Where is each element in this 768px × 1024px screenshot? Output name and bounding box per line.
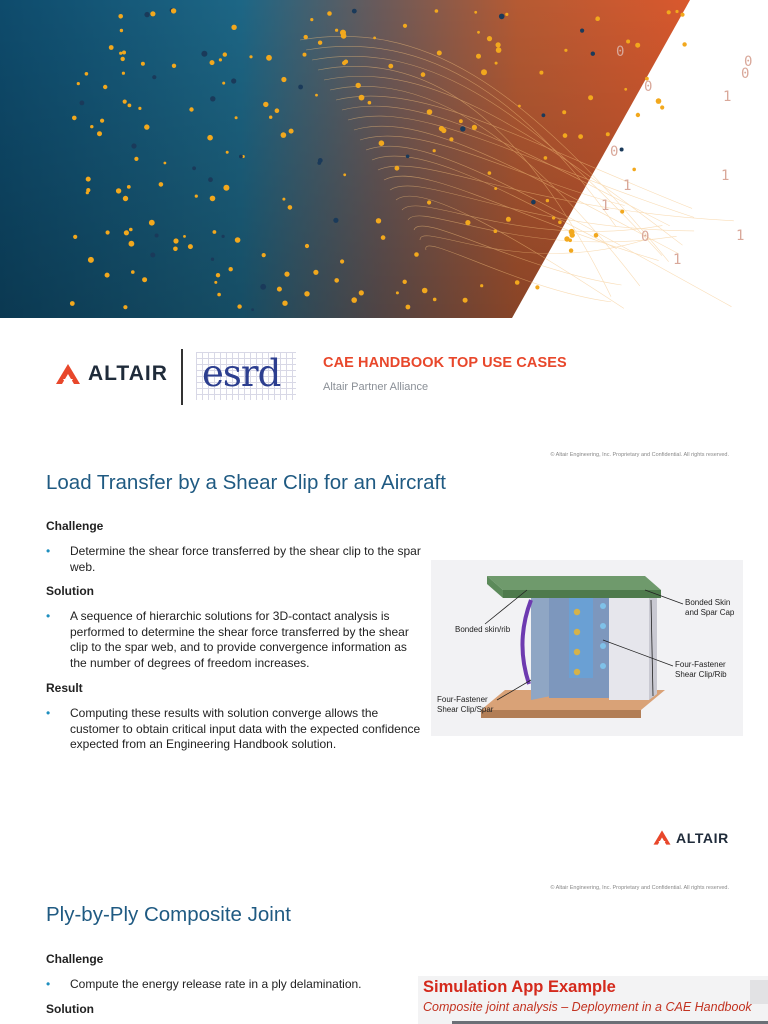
cover-title: CAE HANDBOOK TOP USE CASES <box>323 355 567 371</box>
hero-dot <box>477 31 480 34</box>
hero-dot <box>207 135 213 141</box>
hero-dot <box>437 51 442 56</box>
hero-dot <box>217 293 221 297</box>
slide2-copyright: © Altair Engineering, Inc. Proprietary and Confidential. All rights reserved. <box>550 885 729 891</box>
hero-dot <box>373 37 376 40</box>
hero-dot <box>335 29 338 32</box>
hero-dot <box>129 241 135 247</box>
hero-dot <box>77 82 80 85</box>
hero-dot <box>235 116 238 119</box>
hero-dot <box>171 8 176 13</box>
hero-dot <box>138 107 141 110</box>
hero-dot <box>150 253 155 258</box>
hero-dot <box>433 149 436 152</box>
hero-dot <box>222 82 225 85</box>
hero-dot <box>195 195 198 198</box>
hero-dot <box>214 281 217 284</box>
slide1-result-heading: Result <box>46 681 83 695</box>
bullet-dot-icon: • <box>46 609 51 623</box>
hero-dot <box>635 43 640 48</box>
hero-dot <box>341 33 347 39</box>
hero-dot <box>72 116 77 121</box>
hero-dot <box>288 205 293 210</box>
hero-dot <box>121 57 125 61</box>
slide2-title: Ply-by-Ply Composite Joint <box>46 903 291 926</box>
hero-dot <box>304 291 309 296</box>
label-four-fastener-spar: Four-Fastener Shear Clip/Spar <box>437 695 494 714</box>
hero-dot <box>474 11 477 14</box>
hero-dot <box>591 52 595 56</box>
hero-dot <box>313 270 318 275</box>
hero-dot <box>85 72 89 76</box>
hero-dot <box>435 9 439 13</box>
hero-dot <box>406 155 410 159</box>
hero-dot <box>481 69 487 75</box>
slide2-solution-heading: Solution <box>46 1002 94 1016</box>
hero-dot <box>499 14 505 20</box>
slide1-solution-bullet <box>46 609 426 671</box>
label-bonded-skin-rib: Bonded skin/rib <box>455 625 511 634</box>
hero-dot <box>564 49 567 52</box>
hero-digit: 1 <box>623 178 632 194</box>
hero-dot <box>531 200 536 205</box>
hero-dot <box>463 298 468 303</box>
hero-dot <box>496 47 502 53</box>
hero-dot <box>334 278 339 283</box>
hero-dot <box>539 71 543 75</box>
bullet-dot-icon: • <box>46 977 51 991</box>
slide1-result-bullet <box>46 706 426 753</box>
hero-digit: 1 <box>723 89 732 105</box>
hero-dot <box>231 78 236 83</box>
hero-dot <box>403 280 407 284</box>
hero-dot <box>620 148 624 152</box>
hero-dot <box>201 51 207 57</box>
hero-dot <box>229 267 233 271</box>
hero-dot <box>636 113 640 117</box>
cover-subtitle: Altair Partner Alliance <box>323 381 429 393</box>
hero-dot <box>164 162 167 165</box>
hero-dot <box>122 51 126 55</box>
hero-digit: 0 <box>616 44 625 60</box>
hero-dot <box>433 298 437 302</box>
hero-dot <box>263 102 268 107</box>
hero-dot <box>251 308 254 311</box>
hero-dot <box>150 11 155 16</box>
slide1-challenge-bullet <box>46 544 426 575</box>
slide2-challenge-bullet <box>46 977 426 993</box>
hero-dot <box>144 124 149 129</box>
hero-dot <box>569 229 575 235</box>
hero-dot <box>422 288 428 294</box>
hero-dot <box>239 155 243 159</box>
hero-dot <box>396 291 399 294</box>
label-four-fastener-rib: Four-Fastener Shear Clip/Rib <box>675 660 727 679</box>
hero-dot <box>298 85 303 90</box>
hero-dot <box>414 252 419 257</box>
hero-dot <box>124 230 129 235</box>
hero-dot <box>210 96 215 101</box>
hero-dot <box>282 198 285 201</box>
hero-dot <box>395 166 400 171</box>
hero-dot <box>656 98 662 104</box>
slide2-challenge-heading: Challenge <box>46 952 104 966</box>
hero-dot <box>284 272 289 277</box>
hero-dot <box>118 14 123 19</box>
hero-dot <box>660 105 664 109</box>
hero-dot <box>275 108 280 113</box>
hero-dot <box>219 58 222 61</box>
hero-dot <box>141 62 145 66</box>
hero-dot <box>116 188 121 193</box>
hero-dot <box>351 297 357 303</box>
hero-dot <box>223 185 229 191</box>
hero-dot <box>682 42 686 46</box>
bullet-dot-icon: • <box>46 544 51 558</box>
esrd-logo <box>196 352 296 400</box>
slide1-solution-heading: Solution <box>46 584 94 598</box>
hero-dot <box>388 64 393 69</box>
hero-dot <box>106 230 110 234</box>
hero-dot <box>223 52 227 56</box>
hero-dot <box>152 75 156 79</box>
hero-dot <box>304 35 308 39</box>
altair-mark-icon <box>54 362 82 386</box>
hero-dot <box>568 239 572 243</box>
hero-dot <box>183 235 186 238</box>
label-bonded-skin-spar-cap: Bonded Skin and Spar Cap <box>685 598 735 617</box>
hero-dot <box>131 270 135 274</box>
hero-dot <box>487 36 492 41</box>
hero-dot <box>406 305 411 310</box>
hero-dot <box>80 101 85 106</box>
slide1-copyright: © Altair Engineering, Inc. Proprietary and Confidential. All rights reserved. <box>550 452 729 458</box>
hero-dot <box>86 191 89 194</box>
hero-dot <box>626 40 630 44</box>
hero-dot <box>129 228 133 232</box>
hero-dot <box>73 235 77 239</box>
hero-dot <box>269 116 272 119</box>
hero-digit: 0 <box>641 229 650 245</box>
hero-dot <box>282 301 287 306</box>
hero-dot <box>305 244 309 248</box>
hero-dot <box>262 253 266 257</box>
hero-dot <box>222 235 225 238</box>
hero-dot <box>496 42 501 47</box>
hero-dot <box>120 29 123 32</box>
hero-dot <box>427 109 433 115</box>
hero-digit: 1 <box>601 198 610 214</box>
hero-dot <box>109 45 114 50</box>
hero-dot <box>277 287 282 292</box>
hero-dot <box>208 177 213 182</box>
altair-logo-word: ALTAIR <box>88 362 168 385</box>
hero-dot <box>289 129 294 134</box>
hero-dot <box>131 143 136 148</box>
hero-dot <box>327 11 332 16</box>
hero-dot <box>119 52 122 55</box>
altair-logo <box>54 362 168 386</box>
hero-dot <box>480 284 483 287</box>
hero-dot <box>192 166 196 170</box>
shear-clip-diagram <box>431 560 743 736</box>
hero-digit: 1 <box>721 168 730 184</box>
hero-dot <box>578 134 583 139</box>
hero-dot <box>472 125 477 130</box>
hero-dot <box>303 53 307 57</box>
hero-dot <box>352 9 357 14</box>
hero-dot <box>123 305 127 309</box>
hero-dot <box>127 104 131 108</box>
hero-dot <box>333 218 338 223</box>
hero-dot <box>381 235 386 240</box>
hero-dot <box>231 25 236 30</box>
hero-dot <box>494 229 498 233</box>
hero-dot <box>632 168 636 172</box>
hero-dot <box>318 41 322 45</box>
bullet-dot-icon: • <box>46 706 51 720</box>
hero-dot <box>488 171 492 175</box>
hero-dot <box>595 18 598 21</box>
hero-dot <box>315 94 318 97</box>
hero-dot <box>342 61 346 65</box>
hero-dot <box>680 13 684 17</box>
hero-dot <box>188 244 193 249</box>
hero-dot <box>226 151 229 154</box>
hero-dot <box>421 72 426 77</box>
hero-dot <box>213 230 217 234</box>
hero-dot <box>310 18 313 21</box>
hero-dot <box>459 119 463 123</box>
hero-dot <box>281 132 287 138</box>
hero-dot <box>318 158 323 163</box>
hero-dot <box>465 220 470 225</box>
hero-dot <box>594 233 599 238</box>
hero-dot <box>580 29 584 33</box>
hero-dot <box>343 173 346 176</box>
hero-dot <box>142 277 147 282</box>
hero-dot <box>144 12 149 17</box>
hero-dot <box>134 157 138 161</box>
esrd-logo-word: esrd <box>202 352 281 395</box>
hero-dot <box>103 85 107 89</box>
hero-dot <box>210 196 216 202</box>
simulation-app-example <box>418 976 768 1024</box>
hero-dot <box>379 140 385 146</box>
hero-dot <box>449 137 453 141</box>
hero-dot <box>439 126 444 131</box>
app-example-title: Simulation App Example <box>423 978 616 996</box>
hero-dot <box>546 199 549 202</box>
hero-dot <box>376 218 381 223</box>
slide2-challenge-text: Compute the energy release rate in a ply delamination. <box>70 977 362 991</box>
hero-dot <box>563 133 568 138</box>
hero-dot <box>90 125 93 128</box>
hero-dot <box>172 64 176 68</box>
hero-dot <box>210 60 215 65</box>
hero-dot <box>122 72 125 75</box>
slide1-challenge-heading: Challenge <box>46 519 104 533</box>
hero-dot <box>105 273 110 278</box>
slide1-title: Load Transfer by a Shear Clip for an Aircraft <box>46 471 446 494</box>
hero-dot <box>667 10 671 14</box>
hero-dot <box>356 83 361 88</box>
hero-dot <box>460 126 465 131</box>
slide1-result-text: Computing these results with solution converge allows the customer to obtain critical input data with the expected confidence expected from an Engineering Handbook solution. <box>70 706 421 752</box>
hero-dot <box>535 285 539 289</box>
hero-dot <box>403 24 407 28</box>
hero-banner <box>0 0 768 318</box>
hero-dot <box>266 55 272 61</box>
hero-digit: 0 <box>644 79 653 95</box>
hero-dot <box>624 88 627 91</box>
hero-dot <box>495 62 498 65</box>
hero-dot <box>558 221 562 225</box>
hero-dot <box>216 273 220 277</box>
slide1-challenge-text: Determine the shear force transferred by the shear clip to the spar web. <box>70 544 421 574</box>
hero-dot <box>70 301 75 306</box>
hero-dot <box>506 217 511 222</box>
hero-dot <box>505 13 508 16</box>
hero-dot <box>173 247 178 252</box>
hero-dot <box>542 113 546 117</box>
hero-dot <box>260 284 266 290</box>
app-example-subtitle: Composite joint analysis – Deployment in a CAE Handbook <box>423 1000 752 1014</box>
hero-dot <box>368 101 372 105</box>
hero-dot <box>127 185 131 189</box>
hero-artwork <box>0 0 768 318</box>
hero-digit: 0 <box>741 66 750 82</box>
hero-dot <box>281 77 286 82</box>
hero-dot <box>494 187 497 190</box>
hero-dot <box>100 119 104 123</box>
hero-dot <box>149 220 155 226</box>
hero-dot <box>237 304 241 308</box>
hero-digit: 0 <box>744 54 753 70</box>
hero-dot <box>88 257 94 263</box>
hero-dot <box>189 107 193 111</box>
hero-dot <box>235 237 241 243</box>
hero-digit: 1 <box>736 228 745 244</box>
footer-altair-logo <box>652 829 729 846</box>
hero-dot <box>211 258 214 261</box>
hero-dot <box>562 110 566 114</box>
hero-dot <box>569 248 573 252</box>
hero-dot <box>606 132 610 136</box>
hero-digit: 1 <box>673 252 682 268</box>
hero-dot <box>427 200 431 204</box>
altair-mark-icon <box>652 829 672 846</box>
hero-dot <box>159 182 164 187</box>
app-corner-decoration <box>750 980 768 1004</box>
hero-dot <box>155 234 159 238</box>
logo-divider <box>181 349 183 405</box>
hero-dot <box>359 95 365 101</box>
hero-dot <box>340 259 344 263</box>
hero-dot <box>518 105 521 108</box>
hero-dot <box>123 100 127 104</box>
hero-dot <box>588 95 593 100</box>
hero-dot <box>97 131 102 136</box>
hero-dot <box>359 290 364 295</box>
hero-dot <box>544 156 548 160</box>
hero-dot <box>675 10 678 13</box>
hero-dot <box>249 55 252 58</box>
hero-dot <box>173 238 178 243</box>
hero-dot <box>515 280 520 285</box>
hero-dot <box>620 210 624 214</box>
hero-digit: 0 <box>610 144 619 160</box>
hero-dot <box>552 216 555 219</box>
hero-dot <box>476 54 481 59</box>
hero-dot <box>86 177 91 182</box>
slide1-solution-text: A sequence of hierarchic solutions for 3D-contact analysis is performed to determine the shear force transferred by the shear clip to the spar web, and to provide convergence information as the number of degrees of freedom increases. <box>70 609 409 670</box>
footer-logo-word: ALTAIR <box>676 829 729 846</box>
hero-dot <box>123 196 128 201</box>
